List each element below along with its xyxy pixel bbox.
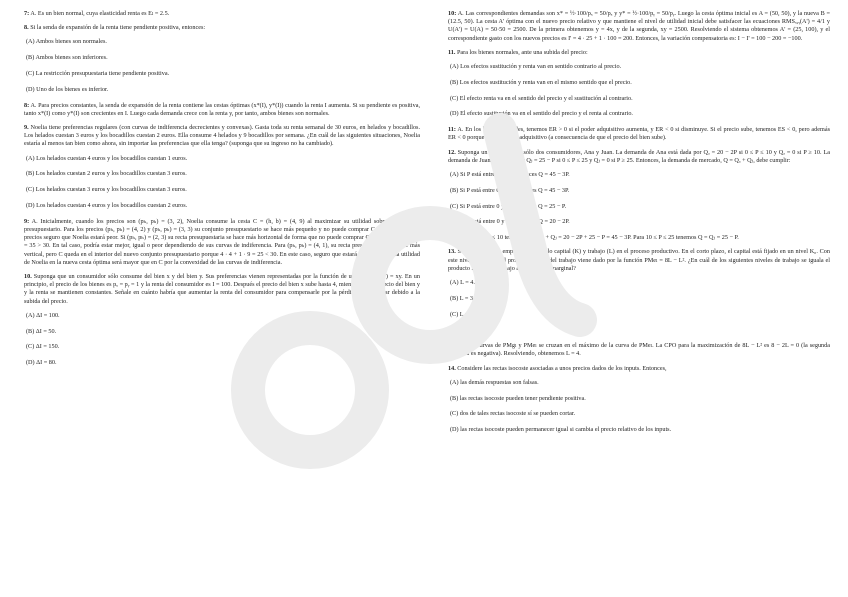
answer-option: (C) L = 5. — [450, 310, 475, 318]
answer-option: (C) Si P está entre 0 y 25, entonces Q = 25 − P. — [450, 202, 567, 210]
answer-option: (A) Los helados cuestan 4 euros y los bocadillos cuestan 1 euros. — [26, 154, 188, 162]
answer-option: (B) las rectas isocoste pueden tener pendiente positiva. — [450, 394, 586, 402]
paragraph — [448, 126, 830, 142]
item-number: 13: — [448, 342, 457, 350]
answer-option: (B) Si P está entre 0 y 15, entonces Q = 45 − 3P. — [450, 186, 570, 194]
answer-option: (D) Si P está entre 0 y 10, entonces Q = 20 − 2P. — [450, 218, 570, 226]
paragraph-text: A. Inicialmente, cuando los precios son (pₕ, pₕ) = (3, 2), Noelia consume la cesta C = (h, b) = (4, 9) al maximizar su utilidad sobre su conjunto presupuestario. Para los precios (pₕ, pₕ) = (4, 2) y (pₕ, pₕ) = (3, 3) su conjunto presupuestario se hace más pequeño y no puede comprar C. Luego para tales precios seguro que Noelia estará peor. Si (pₕ, pₕ) = (2, 3) su recta presupuestaria se hace más horizontal de forma que no puede comprar C porque 2 · 4 + 3 · 9 = 35 > 30. En tal caso, podría estar mejor, igual o peor dependiendo de sus curvas de indiferencia. Para (pₕ, pₕ) = (4, 1), su recta presupuestaria se hace más vertical, pero C queda en el interior del nuevo conjunto presupuestario porque 4 · 4 + 1 · 9 = 25 < 30. En este caso, seguro que estará mejor, porque la utilidad de Noelia en la nueva cesta óptima será mayor que en C por la convexidad de las curvas de indiferencia. — [24, 217, 420, 266]
paragraph — [24, 218, 420, 267]
answer-option: (D) L = 6. — [450, 326, 475, 334]
paragraph-text: A. Las curvas de PMgₗ y PMeₗ se cruzan en el máximo de la curva de PMeₗ. La CPO para la maximización de 8L − L² es 8 − 2L = 0 (la segunda derivada es negativa). Resolviendo, obtenemos L = 4. — [448, 342, 830, 358]
paragraph-text: Considere las rectas isocoste asociadas a unos precios dados de los inputs. Entonces, — [457, 364, 667, 372]
paragraph — [24, 273, 420, 306]
item-number: 8. — [24, 24, 29, 32]
answer-option: (A) Ambos bienes son normales. — [26, 38, 107, 46]
paragraph-text: Suponga un mercado con sólo dos consumidores, Ana y Juan. La demanda de Ana está dada por Qₐ = 20 − 2P si 0 ≤ P ≤ 10 y Qₐ = 0 si P ≥ 10. La demanda de Juan está dada por Qⱼ = 25 − P si 0 ≤ P ≤ 25 y Qⱼ = 0 si P ≥ 25. Entonces, la demanda de mercado, Q = Qₐ + Qⱼ, debe cumplir: — [448, 148, 830, 164]
item-number: 9. — [24, 124, 29, 131]
paragraph-text: A. Para precios constantes, la senda de expansión de la renta contiene las cestas óptimas (x*(I), y*(I)) cuando la renta I aumenta. Si su pendiente es positiva, tanto x*(I) como y*(I) son crecientes en I. Luego cada demanda crece con la renta y, por tanto, ambos bienes son normales. — [24, 101, 420, 117]
answer-option: (B) L = 3. — [450, 294, 475, 302]
paragraph-text: Si la senda de expansión de la renta tiene pendiente positiva, entonces: — [30, 24, 206, 32]
paragraph-text: A. Para 0 ≤ P ≤ 10 tenemos Q = Qₐ + Qⱼ = 20 − 2P + 25 − P = 45 − 3P. Para 10 ≤ P ≤ 25 tenemos Q = Qⱼ = 25 − P. — [457, 234, 739, 242]
answer-option: (B) Ambos bienes son inferiores. — [26, 54, 108, 62]
answer-option: (B) Los helados cuestan 2 euros y los bocadillos cuestan 3 euros. — [26, 170, 187, 178]
item-number: 11: — [448, 126, 456, 134]
paragraph — [24, 10, 420, 18]
item-number: 13. — [448, 248, 456, 256]
paragraph — [448, 10, 830, 43]
answer-option: (A) ΔI = 100. — [26, 311, 60, 319]
item-number: 14. — [448, 364, 456, 372]
answer-option: (B) Los efectos sustitución y renta van en el mismo sentido que el precio. — [450, 78, 632, 86]
item-number: 10. — [24, 273, 32, 281]
paragraph-text: Noelia tiene preferencias regulares (con curvas de indiferencia decrecientes y convexas). Gasta toda su renta semanal de 30 euros, en helados y bocadillos. Los helados cuestan 3 euros y los bocadillos cuestan 2 euros. Ella consume 4 helados y 9 bocadillos por semana. ¿En cuál de las siguientes situaciones, Noelia estaría al menos tan bien como ahora, sin importar las preferencias que ella tenga? (suponga que su ingreso no ha cambiado). — [24, 124, 421, 148]
paragraph — [24, 102, 420, 118]
paragraph — [448, 342, 830, 358]
paragraph — [24, 24, 420, 32]
answer-option: (D) ΔI = 80. — [26, 359, 57, 367]
paragraph — [24, 124, 420, 149]
answer-option: (D) Uno de los bienes es inferior. — [26, 85, 109, 93]
answer-option: (C) dos de tales rectas isocoste sí se pueden cortar. — [450, 410, 576, 418]
answer-option: (C) El efecto renta va en el sentido del precio y el sustitución al contrario. — [450, 94, 633, 102]
item-number: 11. — [448, 48, 456, 56]
item-number: 9: — [24, 217, 30, 225]
answer-option: (D) Los helados cuestan 4 euros y los bocadillos cuestan 2 euros. — [26, 202, 188, 209]
paragraph — [448, 149, 830, 165]
answer-option: (A) las demás respuestas son falsas. — [450, 378, 539, 386]
answer-option: (A) Los efectos sustitución y renta van en sentido contrario al precio. — [450, 63, 622, 71]
paragraph-text: Suponga que un consumidor sólo consume del bien x y del bien y. Sus preferencias vienen representadas por la función de utilidad U(x, y) = xy. En un principio, el precio de los bienes es pₓ = pᵧ = 1 y la renta del consumidor es I = 100. Después el precio del bien x sube hasta 4, mientras que el precio del bien y y la renta se mantienen constantes. Señale en cuánto habría que aumentar la renta del consumidor para compensarle por la pérdida de bienestar debido a la subida del precio. — [24, 273, 420, 305]
answer-option: (D) El efecto sustitución va en el sentido del precio y el renta al contrario. — [450, 110, 633, 118]
answer-option: (C) Los helados cuestan 3 euros y los bocadillos cuestan 3 euros. — [26, 186, 187, 194]
paragraph-text: A. En los bienes normales, tenemos ER > 0 si el poder adquisitivo aumenta, y ER < 0 si disminuye. Si el precio sube, tenemos ES < 0, pero además ER < 0 porque baja el poder adquisitivo (a consecuencia de que el precio del bien sube). — [448, 126, 830, 142]
answer-option: (C) La restricción presupuestaria tiene pendiente positiva. — [26, 70, 170, 77]
paragraph — [448, 248, 830, 273]
left-column — [24, 10, 420, 375]
paragraph — [448, 234, 830, 242]
answer-option: (C) ΔI = 150. — [26, 343, 60, 351]
paragraph-text: A. Las correspondientes demandas son x* = ½·100/pₓ = 50/pₓ y y* = ½·100/pᵧ = 50/pᵧ. Luego la cesta óptima inicial es A = (50, 50), y la nueva B = (12.5, 50). La cesta A' óptima con el nuevo precio relativo y que mantiene el nivel de utilidad inicial debe satisfacer las ecuaciones RMSₓ,ᵧ(A') = 4/1 y U(A') = U(A) = 50·50 = 2500. De la primera obtenemos y = 4x, y de la segunda, xy = 2500. Resolviendo el sistema obtenemos A' = (25, 100), y el correspondiente gasto con los nuevos precios es I' = 4 · 25 + 1 · 100 = 200. Entonces, la variación compensatoria es: I − I' = 100 − 200 = −100. — [448, 10, 830, 42]
answer-option: (A) Si P está entre 0 y 10, entonces Q = 45 − 3P. — [450, 171, 570, 179]
item-number: 8: — [24, 101, 30, 109]
paragraph — [448, 49, 830, 57]
item-number: 12: — [448, 234, 457, 242]
item-number: 7: — [24, 10, 30, 17]
paragraph-text: A. Es un bien normal, cuya elasticidad renta es Eₗ = 2.5. — [30, 10, 170, 17]
paragraph-text: Para los bienes normales, ante una subida del precio: — [456, 48, 588, 56]
answer-option: (B) ΔI = 50. — [26, 327, 57, 335]
paragraph-text: Suponga que una empresa utiliza sólo capital (K) y trabajo (L) en el proceso productivo. En el corto plazo, el capital está fijado en un nivel K₀. Con este nivel de capital, el producto medio del trabajo viene dado por la función PMeₗ = 8L − L². ¿En cuál de los siguientes niveles de trabajo se iguala el producto medio del trabajo a su producto marginal? — [448, 248, 830, 272]
answer-option: (D) las rectas isocoste pueden permanecer igual si cambia el precio relativo de los inputs. — [450, 426, 672, 434]
item-number: 12. — [448, 148, 456, 156]
paragraph — [448, 365, 830, 373]
right-column — [448, 10, 830, 442]
answer-option: (A) L = 4. — [450, 279, 475, 287]
item-number: 10: — [448, 10, 457, 17]
